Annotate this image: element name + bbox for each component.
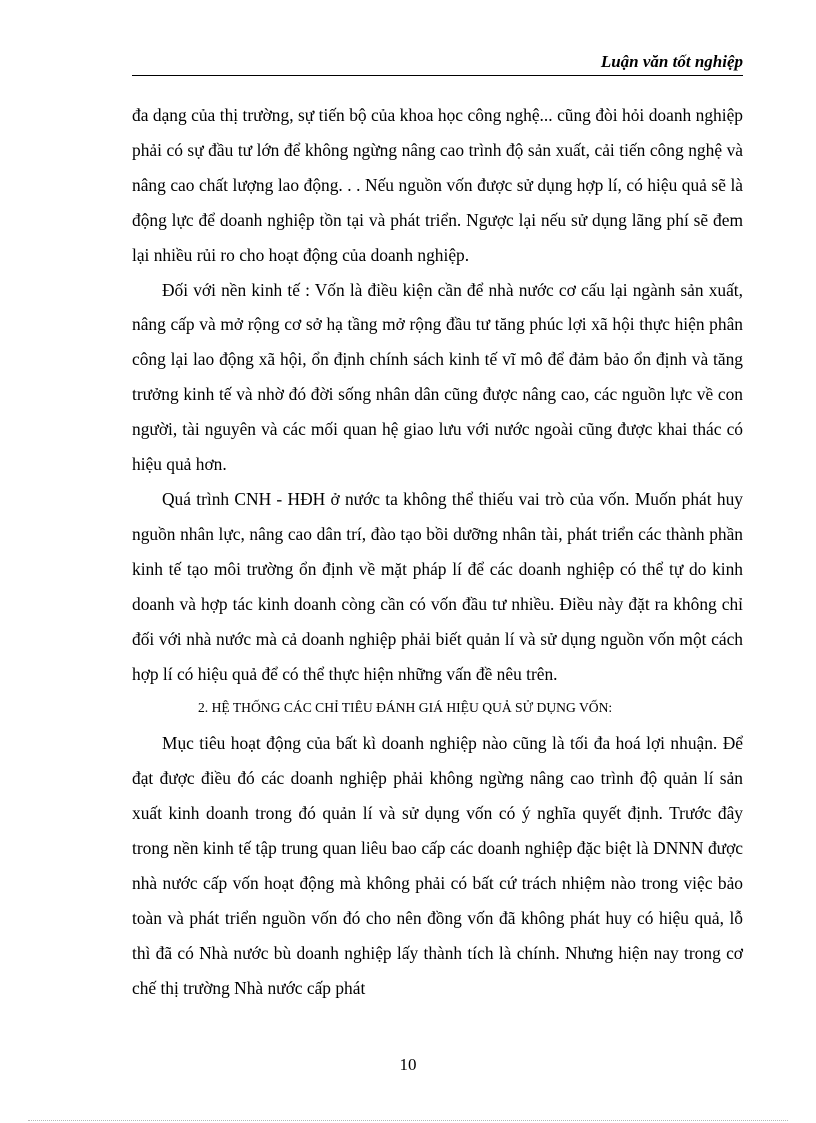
paragraph-3: Quá trình CNH - HĐH ở nước ta không thể thiếu vai trò của vốn. Muốn phát huy nguồn nhân lực, nâng cao dân trí, đào tạo bồi dưỡng nhân tài, phát triển các thành phần kinh tế tạo môi trường ổn định về mặt pháp lí để các doanh nghiệp có thể tự do kinh doanh và hợp tác kinh doanh còng cần có vốn đầu tư nhiều. Điều này đặt ra không chỉ đối với nhà nước mà cả doanh nghiệp phải biết quản lí và sử dụng nguồn vốn một cách hợp lí có hiệu quả để có thể thực hiện những vấn đề nêu trên.: [132, 488, 743, 684]
header-rule: [132, 75, 743, 76]
paragraph-1: đa dạng của thị trường, sự tiến bộ của khoa học công nghệ... cũng đòi hỏi doanh nghiệp phải có sự đầu tư lớn để không ngừng nâng cao trình độ sản xuất, cải tiến công nghệ và nâng cao chất lượng lao động. . . Nếu nguồn vốn được sử dụng hợp lí, có hiệu quả sẽ là động lực để doanh nghiệp tồn tại và phát triển. Ngược lại nếu sử dụng lãng phí sẽ đem lại nhiều rủi ro cho hoạt động của doanh nghiệp.: [132, 105, 743, 265]
paragraph-2: Đối với nền kinh tế : Vốn là điều kiện cần để nhà nước cơ cấu lại ngành sản xuất, nâng cấp và mở rộng cơ sở hạ tầng mở rộng đầu tư tăng phúc lợi xã hội thực hiện phân công lại lao động xã hội, ổn định chính sách kinh tế vĩ mô để đảm bảo ổn định và tăng trưởng kinh tế và nhờ đó đời sống nhân dân cũng được nâng cao, các nguồn lực về con người, tài nguyên và các mối quan hệ giao lưu với nước ngoài cũng được khai thác có hiệu quả hơn.: [132, 279, 743, 475]
section-heading: 2. HỆ THỐNG CÁC CHỈ TIÊU ĐÁNH GIÁ HIỆU QUẢ SỬ DỤNG VỐN:: [198, 700, 613, 716]
page-body: [132, 98, 743, 1006]
paragraph-4: Mục tiêu hoạt động của bất kì doanh nghiệp nào cũng là tối đa hoá lợi nhuận. Để đạt được điều đó các doanh nghiệp phải không ngừng nâng cao trình độ quản lí sản xuất kinh doanh trong đó quản lí và sử dụng vốn có ý nghĩa quyết định. Trước đây trong nền kinh tế tập trung quan liêu bao cấp các doanh nghiệp đặc biệt là DNNN được nhà nước cấp vốn hoạt động mà không phải có bất cứ trách nhiệm nào trong việc bảo toàn và phát triển nguồn vốn đó cho nên đồng vốn đã không phát huy có hiệu quả, lỗ thì đã có Nhà nước bù doanh nghiệp lấy thành tích là chính. Nhưng hiện nay trong cơ chế thị trường Nhà nước cấp phát: [132, 733, 743, 998]
running-header-title: Luận văn tốt nghiệp: [600, 52, 743, 71]
page-bottom-border: [28, 1120, 788, 1121]
page-number: 10: [399, 1055, 417, 1074]
